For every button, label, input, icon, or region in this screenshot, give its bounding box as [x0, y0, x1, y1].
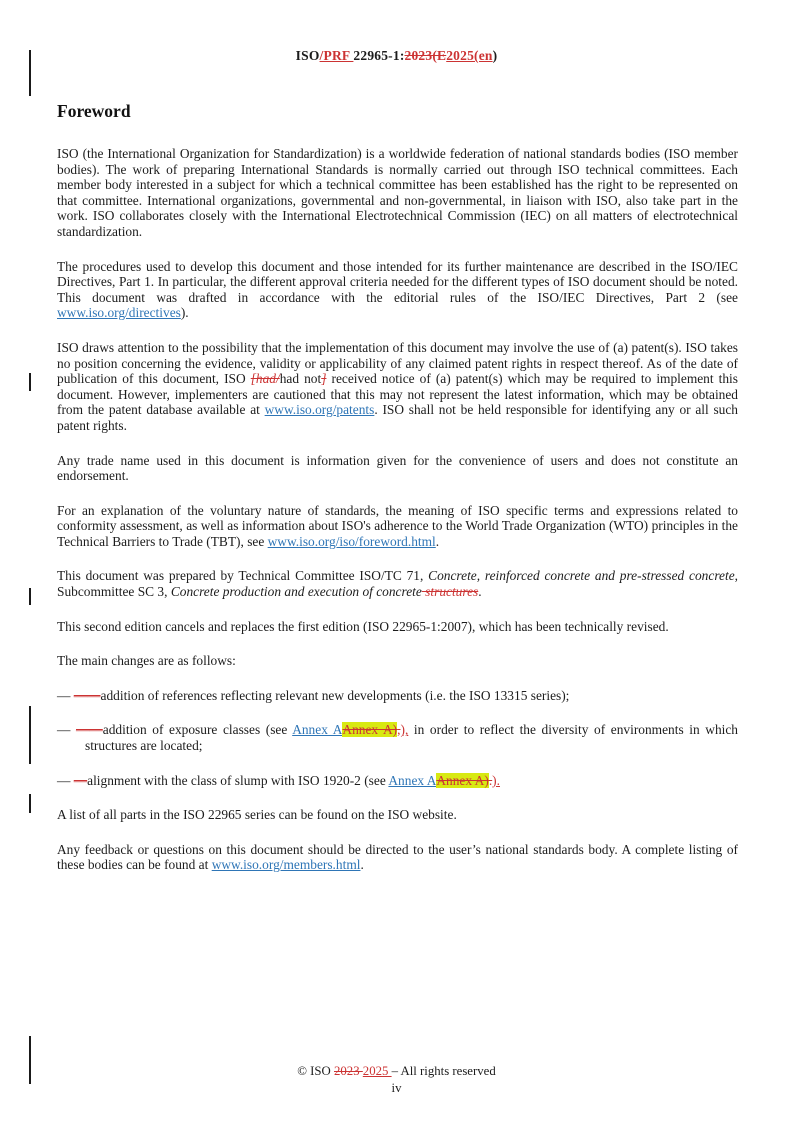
- running-header: [0, 48, 793, 64]
- change-bar: [29, 373, 31, 391]
- deleted-text: —: [73, 772, 88, 788]
- paragraph: [57, 503, 738, 550]
- change-bar: [29, 588, 31, 605]
- text-run: addition of references reflecting relevant new developments (i.e. the ISO 13315 series);: [100, 687, 570, 703]
- text-run: A list of all parts in the ISO 22965 series can be found on the ISO website.: [57, 807, 457, 823]
- text-run: in order to reflect the diversity of environments in which structures are located;: [85, 722, 739, 754]
- page-number: iv: [391, 1081, 402, 1095]
- deleted-text-highlighted: Annex A): [436, 772, 489, 788]
- text-run: .: [478, 584, 482, 600]
- deleted-text: 2023(E: [404, 48, 447, 63]
- text-run: Any trade name used in this document is information given for the convenience of users and does not constitute an endorsement.: [57, 452, 738, 484]
- text-run: . ISO shall not be held responsible for identifying any or all such patent rights.: [57, 402, 738, 433]
- document-body: [57, 101, 738, 892]
- paragraph: [57, 842, 738, 873]
- inserted-text: ),: [400, 722, 409, 738]
- list-item: [57, 773, 738, 789]
- text-run: 22965-1:: [353, 48, 405, 63]
- italic-text: Concrete production and execution of concrete: [170, 584, 422, 600]
- text-run: addition of exposure classes (see: [102, 722, 293, 738]
- text-run: —: [57, 772, 74, 788]
- text-run: .: [435, 533, 440, 549]
- text-run: , Subcommittee SC 3,: [57, 568, 738, 600]
- text-run: © ISO: [297, 1064, 334, 1078]
- text-run: The procedures used to develop this document and those intended for its further maintenance are described in the ISO/IEC Directives, Part 1. In particular, the different approval criteria needed for the different types of ISO document should be noted. This document was drafted in accordance with the editorial rules of the ISO/IEC Directives, Part 2 (see: [57, 258, 738, 305]
- deleted-text: structures: [421, 584, 479, 600]
- text-run: —: [57, 687, 74, 703]
- text-run: ISO (the International Organization for Standardization) is a worldwide federation of national standards bodies (ISO member bodies). The work of preparing International Standards is normally carried out through ISO technical committees. Each member body interested in a subject for which a technical committee has been established has the right to be represented on that committee. International organizations, governmental and non-governmental, in liaison with ISO, also take part in the work. ISO collaborates closely with the International Electrotechnical Commission (IEC) on all matters of electrotechnical standardization.: [57, 146, 738, 239]
- deleted-text-highlighted: Annex A): [342, 722, 398, 738]
- text-run: —: [57, 722, 76, 738]
- text-run: ).: [180, 305, 189, 321]
- text-run: received notice of (a) patent(s) which may be required to implement this document. However, implementers are cautioned that this may not represent the latest information, which may be obtained from the patent database available at: [57, 371, 738, 418]
- paragraph: [57, 453, 738, 484]
- deleted-text: [had/: [250, 371, 280, 387]
- deleted-text: ,: [397, 722, 401, 738]
- text-run: – All rights reserved: [391, 1064, 496, 1078]
- paragraph: [57, 807, 738, 823]
- paragraph: [57, 619, 738, 635]
- inserted-text: /PRF: [319, 48, 354, 63]
- link[interactable]: Annex A: [292, 722, 343, 738]
- deleted-text: 2023: [334, 1064, 363, 1078]
- change-bar: [29, 706, 31, 764]
- paragraph: [57, 146, 738, 240]
- text-run: alignment with the class of slump with ISO 1920-2 (see: [87, 772, 389, 788]
- paragraph: [57, 568, 738, 599]
- text-run: ISO draws attention to the possibility that the implementation of this document may involve the use of (a) patent(s). ISO takes no position concerning the evidence, validity or applicability of any claimed patent rights in respect thereof. As of the date of publication of this document, ISO: [57, 339, 738, 387]
- text-run: For an explanation of the voluntary nature of standards, the meaning of ISO specific terms and expressions related to conformity assessment, as well as information about ISO's adherence to the World Trade Organization (WTO) principles in the Technical Barriers to Trade (TBT), see: [57, 502, 738, 549]
- list-item: [57, 722, 738, 753]
- foreword-heading: Foreword: [57, 101, 131, 121]
- copyright-notice: [0, 1064, 793, 1079]
- italic-text: Concrete, reinforced concrete and pre-stressed concrete: [428, 568, 735, 584]
- deleted-text: ——: [76, 722, 103, 738]
- deleted-text: .: [488, 772, 493, 788]
- paragraph: [57, 653, 738, 669]
- deleted-text: ——: [73, 687, 101, 703]
- inserted-text: 2025: [362, 1064, 392, 1078]
- paragraph: [57, 340, 738, 434]
- inserted-text: ).: [492, 772, 500, 788]
- link[interactable]: Annex A: [388, 772, 437, 788]
- deleted-text: ]: [321, 371, 327, 387]
- text-run: Any feedback or questions on this document should be directed to the user’s national standards body. A complete listing of these bodies can be found at: [57, 841, 738, 873]
- link[interactable]: www.iso.org/directives: [57, 305, 181, 321]
- link[interactable]: www.iso.org/iso/foreword.html: [267, 533, 436, 549]
- text-run: The main changes are as follows:: [57, 653, 236, 669]
- list-item: [57, 688, 738, 704]
- inserted-text: 2025(en: [446, 48, 493, 63]
- text-run: ): [492, 48, 498, 63]
- paragraph: [57, 259, 738, 321]
- text-run: ISO: [295, 48, 320, 63]
- text-run: had not: [279, 371, 322, 387]
- link[interactable]: www.iso.org/members.html: [211, 857, 361, 873]
- change-bar: [29, 794, 31, 813]
- link[interactable]: www.iso.org/patents: [264, 402, 375, 418]
- text-run: .: [360, 857, 364, 873]
- text-run: This second edition cancels and replaces the first edition (ISO 22965-1:2007), which has been technically revised.: [57, 618, 669, 634]
- text-run: This document was prepared by Technical Committee ISO/TC 71,: [57, 568, 429, 584]
